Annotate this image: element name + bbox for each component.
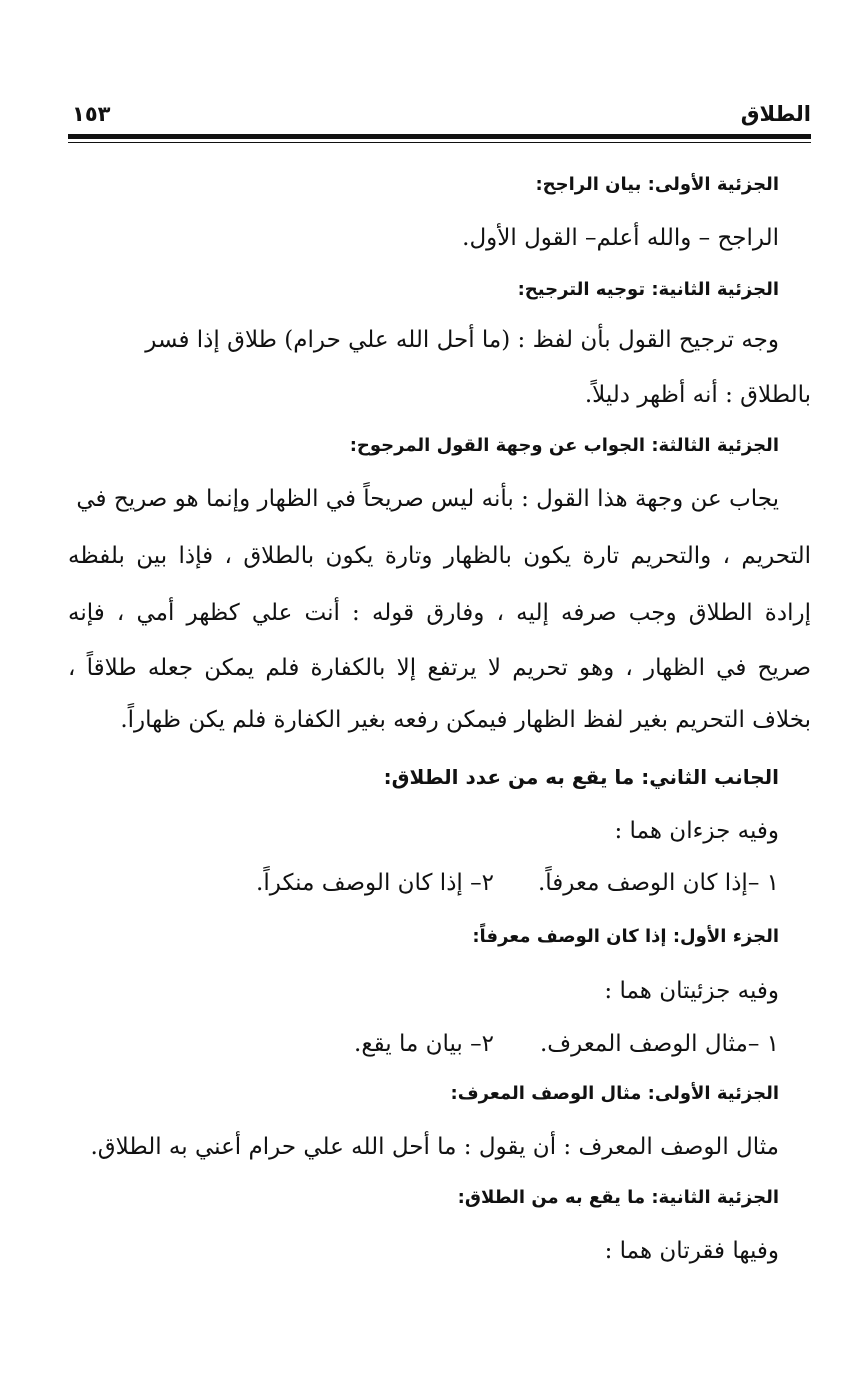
- paragraph-response-line-3: إرادة الطلاق وجب صرفه إليه ، وفارق قوله : أنت علي كظهر أمي ، فإنه: [68, 600, 811, 626]
- subsection-heading-first-part: الجزء الأول: إذا كان الوصف معرفاً:: [472, 926, 779, 947]
- list-item: ٢– إذا كان الوصف منكراً.: [256, 870, 494, 896]
- paragraph-reasoning-line-2: بالطلاق : أنه أظهر دليلاً.: [584, 382, 811, 408]
- paragraph-response-line-4: صريح في الظهار ، وهو تحريم لا يرتفع إلا بالكفارة فلم يمكن جعله طلاقاً ،: [68, 655, 811, 681]
- page-number: ١٥٣: [72, 102, 111, 126]
- paragraph-preferred-opinion: الراجح – والله أعلم– القول الأول.: [462, 225, 779, 251]
- running-header: [68, 100, 811, 128]
- second-numbered-list: [79, 1033, 779, 1063]
- chapter-title: الطلاق: [740, 102, 811, 126]
- list-item: ١ –مثال الوصف المعرف.: [539, 1031, 779, 1057]
- paragraph-example: مثال الوصف المعرف : أن يقول : ما أحل الله علي حرام أعني به الطلاق.: [90, 1134, 779, 1160]
- paragraph-response-line-2: التحريم ، والتحريم تارة يكون بالظهار وتارة يكون بالطلاق ، فإذا بين بلفظه: [68, 543, 811, 569]
- paragraph-two-subparts: وفيه جزئيتان هما :: [604, 978, 779, 1004]
- main-section-heading: الجانب الثاني: ما يقع به من عدد الطلاق:: [383, 765, 779, 789]
- paragraph-response-line-1: يجاب عن وجهة هذا القول : بأنه ليس صريحاً في الظهار وإنما هو صريح في: [76, 486, 779, 512]
- paragraph-response-line-5: بخلاف التحريم بغير لفظ الظهار فيمكن رفعه بغير الكفارة فلم يكن ظهاراً.: [120, 707, 811, 733]
- list-item: ١ –إذا كان الوصف معرفاً.: [537, 870, 779, 896]
- header-rule-thin: [68, 142, 811, 143]
- section-heading-first-part: الجزئية الأولى: بيان الراجح:: [535, 174, 779, 195]
- paragraph-reasoning-line-1: وجه ترجيح القول بأن لفظ : (ما أحل الله علي حرام) طلاق إذا فسر: [145, 327, 779, 353]
- section-heading-second-part: الجزئية الثانية: توجيه الترجيح:: [517, 279, 779, 300]
- list-item: ٢– بيان ما يقع.: [354, 1031, 494, 1057]
- subsection-heading-example: الجزئية الأولى: مثال الوصف المعرف:: [450, 1083, 779, 1104]
- first-numbered-list: [79, 872, 779, 902]
- paragraph-two-paragraphs: وفيها فقرتان هما :: [604, 1238, 779, 1264]
- header-rule-thick: [68, 134, 811, 139]
- paragraph-two-parts: وفيه جزءان هما :: [614, 818, 779, 844]
- section-heading-third-part: الجزئية الثالثة: الجواب عن وجهة القول المرجوح:: [349, 435, 779, 456]
- subsection-heading-effect: الجزئية الثانية: ما يقع به من الطلاق:: [457, 1187, 779, 1208]
